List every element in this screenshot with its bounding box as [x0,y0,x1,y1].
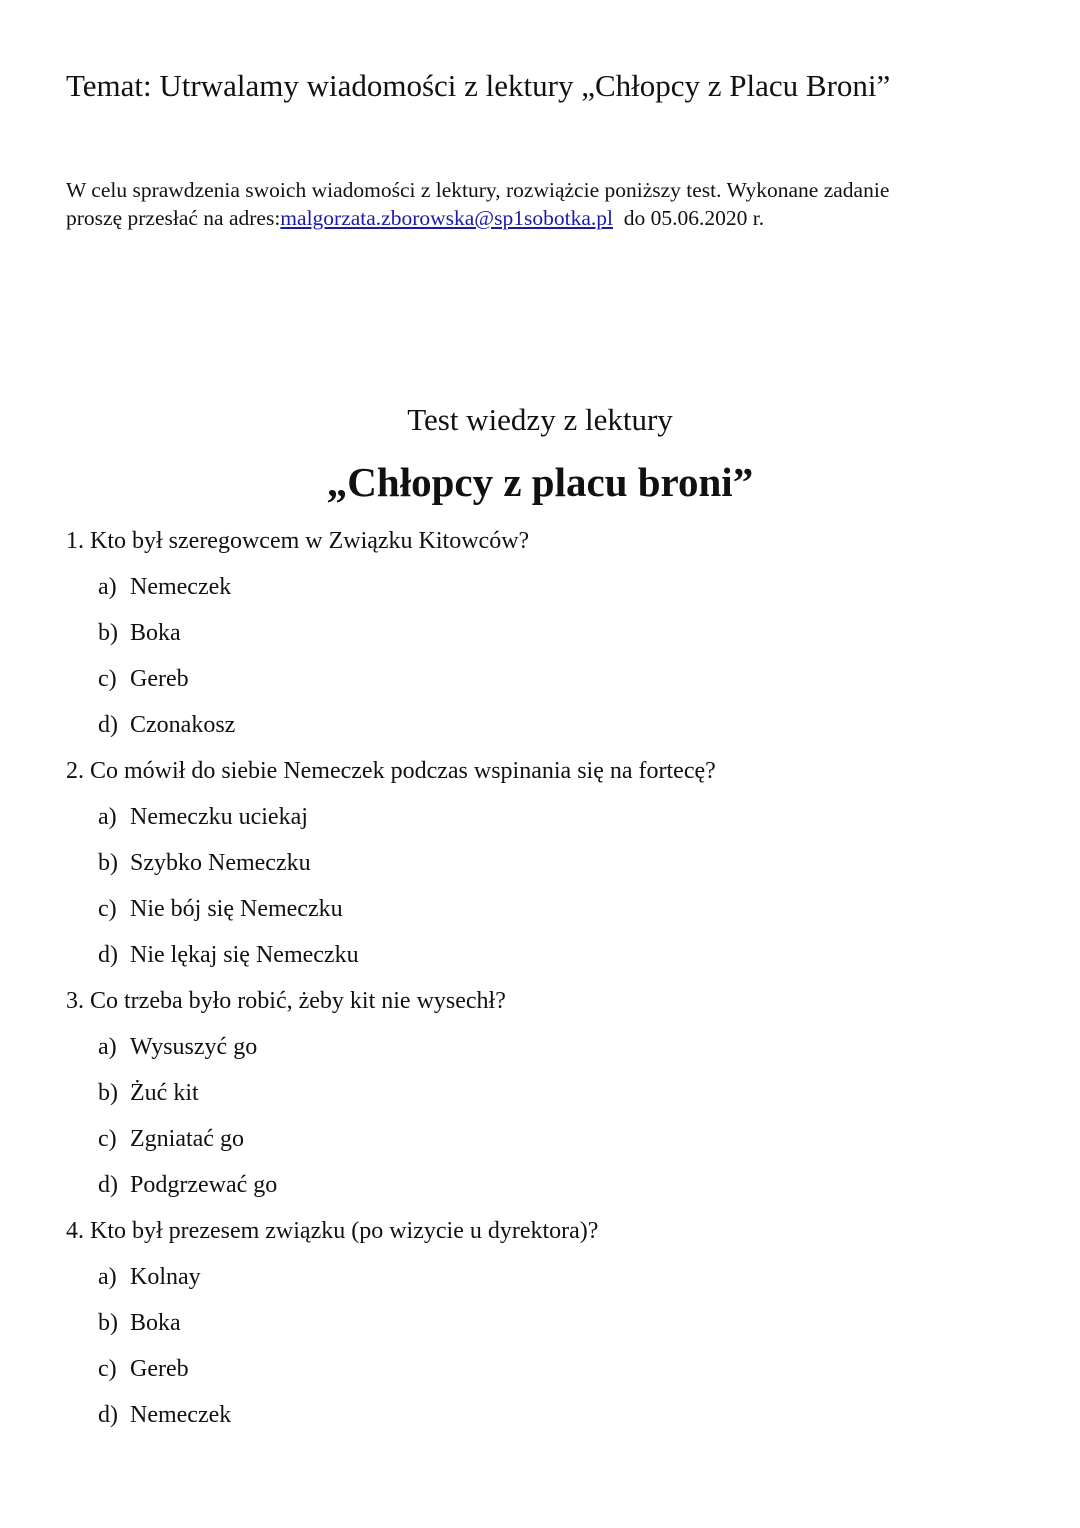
answer-text: Gereb [130,1356,189,1382]
answer-letter: c) [98,1356,117,1382]
question-1: 1. Kto był szeregowcem w Związku Kitowców? [66,528,530,554]
answer-text: Nemeczek [130,1402,232,1428]
intro-line-2 [66,204,889,232]
answer-letter: a) [98,804,117,830]
answer-text: Gereb [130,666,189,692]
answer-letter: b) [98,850,118,876]
intro-line-2-prefix: proszę przesłać na adres: [66,206,281,230]
answer-text: Nemeczek [130,574,232,600]
answer-letter: d) [98,942,118,968]
answer-text: Boka [130,1310,181,1336]
answer-text: Wysuszyć go [130,1034,258,1060]
answer-letter: b) [98,620,118,646]
answer-text: Czonakosz [130,712,236,738]
answer-2b [98,850,311,877]
intro-paragraph [66,176,889,232]
answer-3c [98,1126,244,1153]
answer-3d [98,1172,277,1199]
answer-letter: c) [98,896,117,922]
answer-4c [98,1356,189,1383]
answer-text: Zgniatać go [130,1126,244,1152]
answer-2d [98,942,359,969]
answer-text: Podgrzewać go [130,1172,278,1198]
intro-line-1: W celu sprawdzenia swoich wiadomości z lektury, rozwiążcie poniższy test. Wykonane zadanie [66,178,890,202]
question-3: 3. Co trzeba było robić, żeby kit nie wysechł? [66,988,506,1014]
answer-text: Kolnay [130,1264,201,1290]
answer-text: Boka [130,620,181,646]
answer-letter: a) [98,574,117,600]
answer-letter: d) [98,712,118,738]
answer-2a [98,804,308,831]
answer-letter: b) [98,1080,118,1106]
answer-4a [98,1264,201,1291]
email-link[interactable]: malgorzata.zborowska@sp1sobotka.pl [280,206,613,230]
answer-1a [98,574,231,601]
answer-3a [98,1034,257,1061]
answer-letter: c) [98,666,117,692]
answer-1c [98,666,189,693]
answer-text: Nie lękaj się Nemeczku [130,942,359,968]
answer-4d [98,1402,231,1429]
answer-text: Żuć kit [130,1080,199,1106]
intro-deadline: do 05.06.2020 r. [612,206,765,230]
test-subtitle: Test wiedzy z lektury [407,402,673,437]
answer-4b [98,1310,181,1337]
answer-text: Szybko Nemeczku [130,850,311,876]
answer-text: Nemeczku uciekaj [130,804,308,830]
answer-1b [98,620,181,647]
test-title: „Chłopcy z placu broni” [326,459,754,505]
answer-text: Nie bój się Nemeczku [130,896,343,922]
answer-letter: c) [98,1126,117,1152]
answer-2c [98,896,343,923]
answer-1d [98,712,235,739]
answer-letter: b) [98,1310,118,1336]
answer-letter: d) [98,1402,118,1428]
question-2: 2. Co mówił do siebie Nemeczek podczas wspinania się na fortecę? [66,758,716,784]
answer-letter: a) [98,1264,117,1290]
answer-letter: a) [98,1034,117,1060]
answer-3b [98,1080,199,1107]
topic-heading: Temat: Utrwalamy wiadomości z lektury „Chłopcy z Placu Broni” [66,68,891,103]
answer-letter: d) [98,1172,118,1198]
question-4: 4. Kto był prezesem związku (po wizycie u dyrektora)? [66,1218,599,1244]
